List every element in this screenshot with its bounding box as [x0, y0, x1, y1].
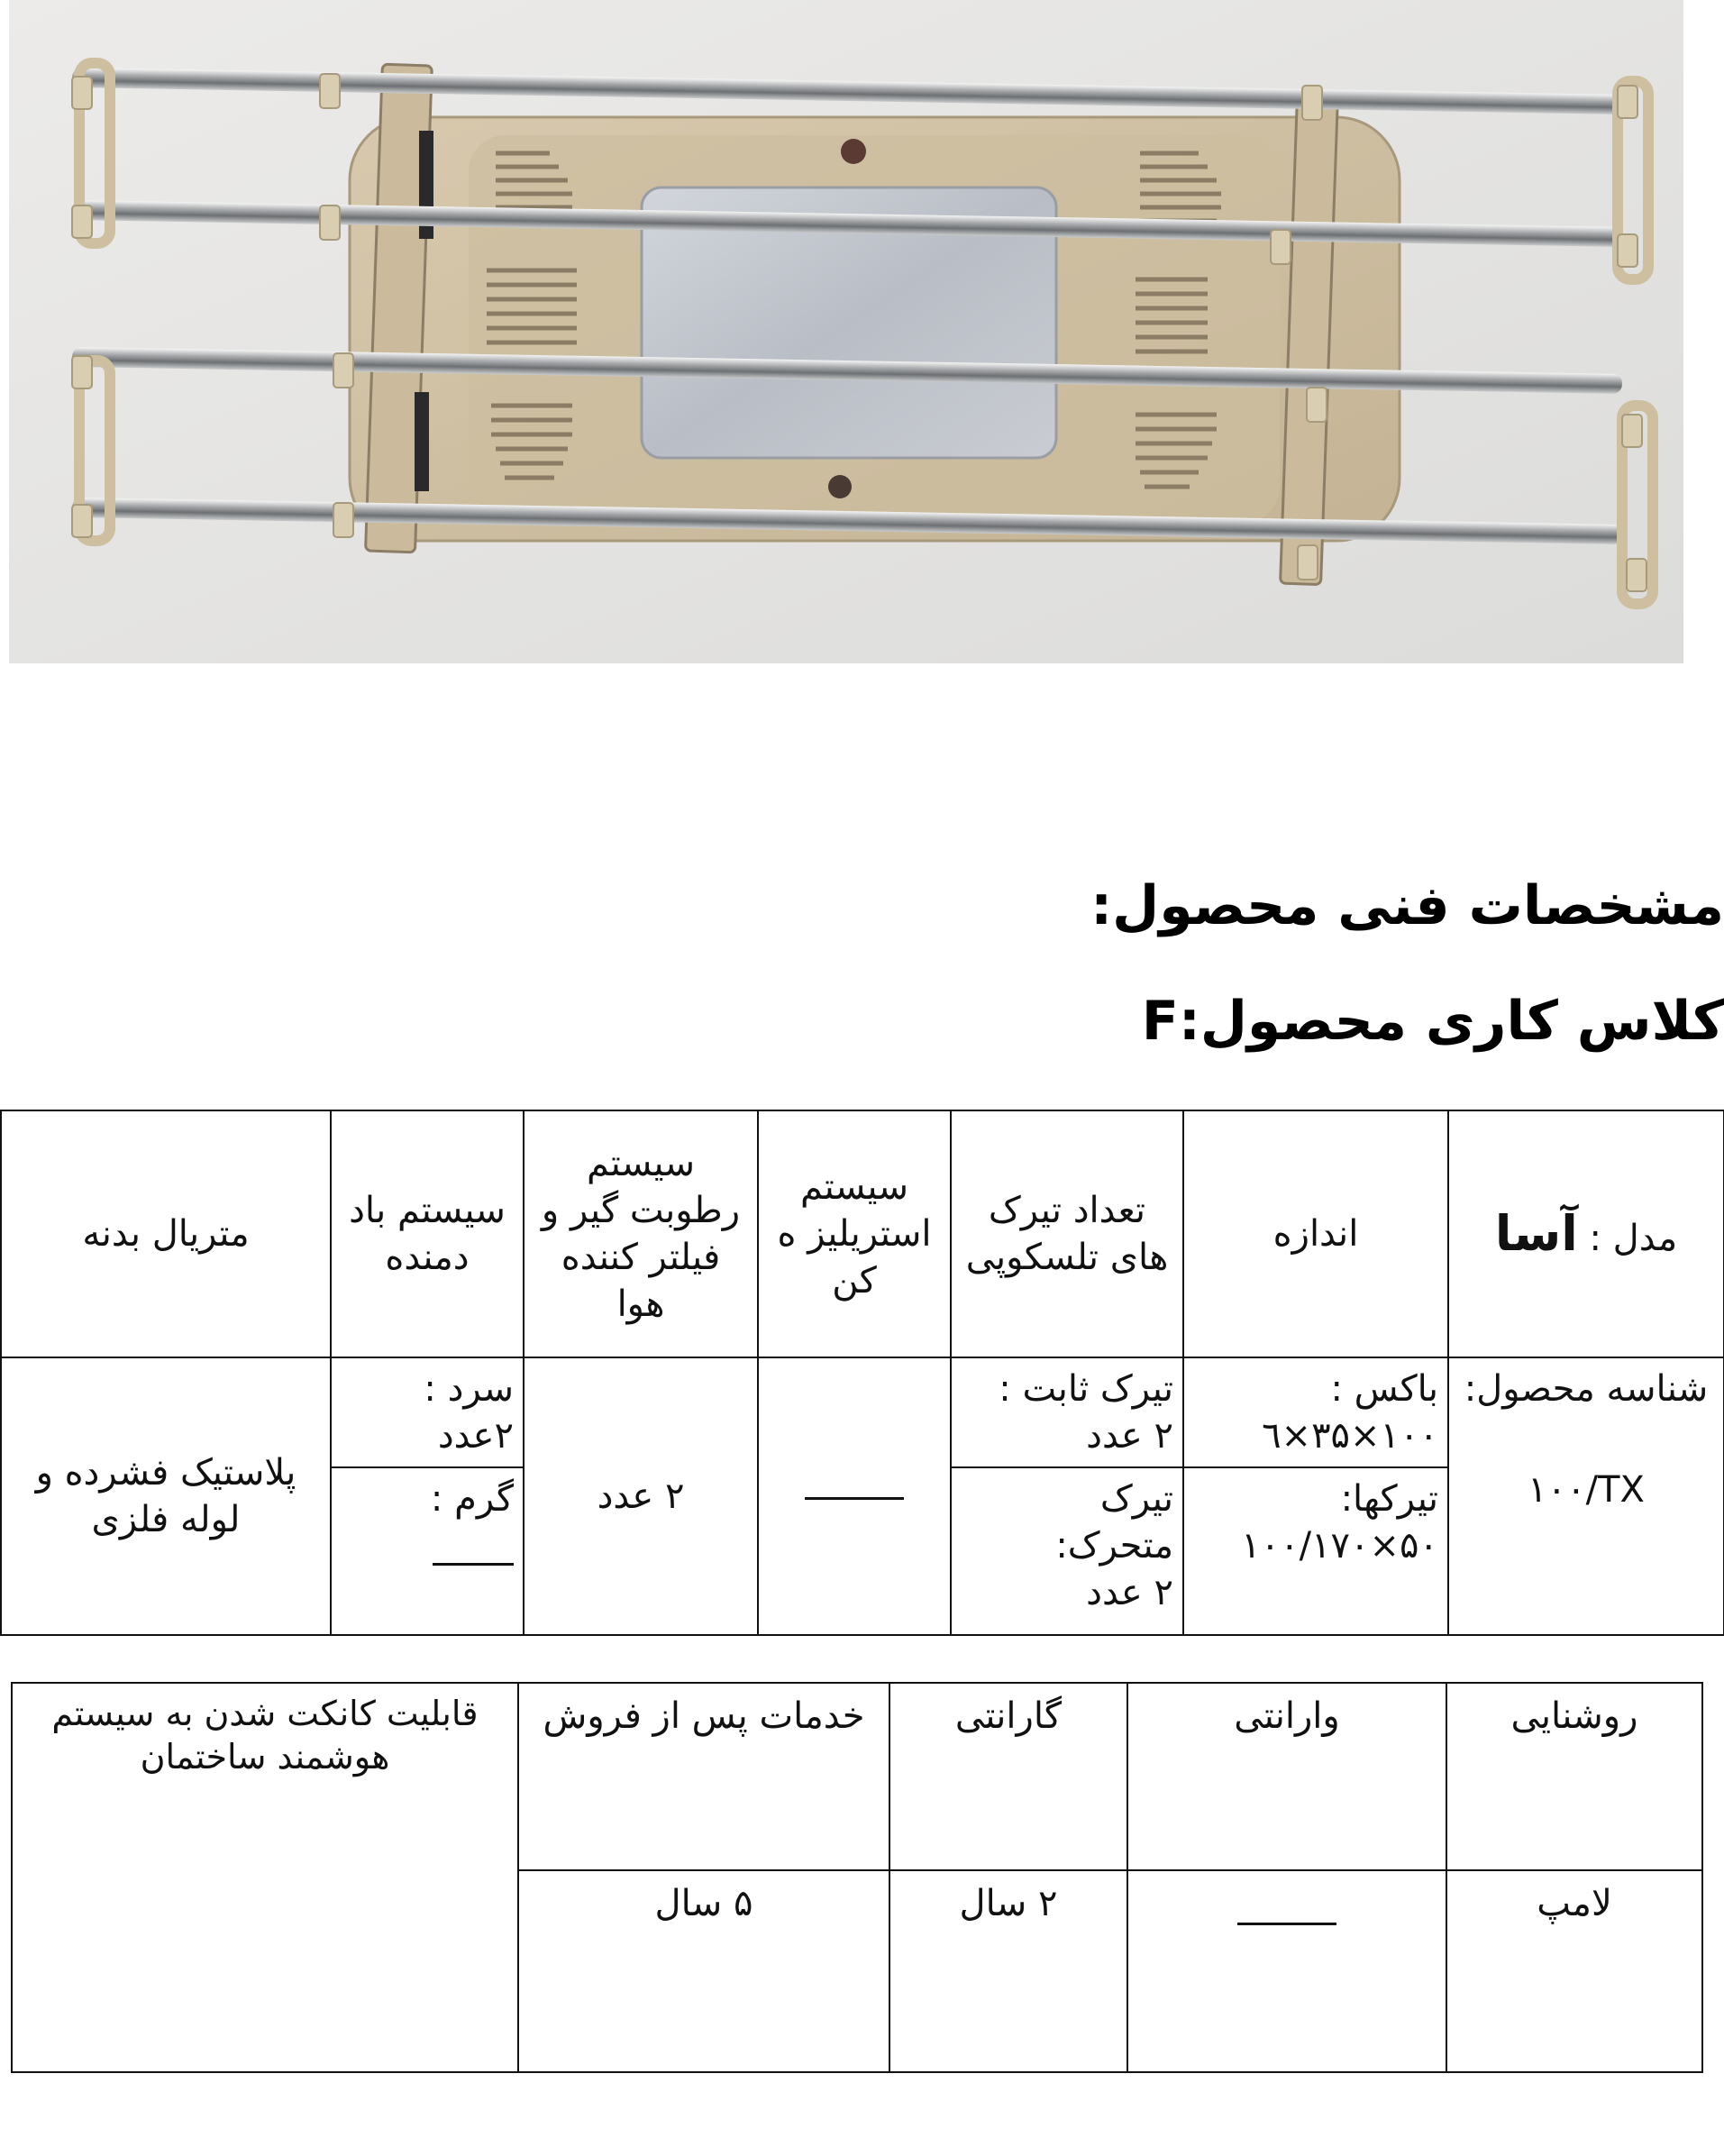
- material-header-cell: متریال بدنه: [1, 1110, 331, 1357]
- product-class-heading: [1141, 990, 1724, 1053]
- fan-hot-blank: [341, 1522, 514, 1585]
- guarantee-value-cell: ۲ سال: [889, 1870, 1127, 2072]
- box-size-label: باکس :: [1330, 1368, 1438, 1410]
- specs-table: [0, 1110, 1724, 1636]
- product-id-cell: [1448, 1357, 1724, 1635]
- rod-count-header-cell: تعداد تیرک های تلسکوپی: [951, 1110, 1183, 1357]
- specs-header-row: [1, 1110, 1724, 1357]
- model-name: آسا: [1494, 1204, 1578, 1262]
- product-id-label: شناسه محصول:: [1464, 1368, 1709, 1410]
- product-class-text: کلاس کاری محصول:F: [1141, 990, 1724, 1053]
- telescopic-clothes-rack-photo: [9, 0, 1683, 663]
- fan-hot-label: گرم :: [430, 1478, 514, 1520]
- smart-building-connect-cell: قابلیت کانکت شدن به سیستم هوشمند ساختمان: [12, 1683, 518, 2072]
- lighting-header-cell: روشنایی: [1446, 1683, 1702, 1870]
- after-sales-value-cell: ۵ سال: [518, 1870, 889, 2072]
- moving-rod-cell: [951, 1467, 1183, 1635]
- box-size-cell: [1183, 1357, 1448, 1467]
- humidity-header-cell: سیستم رطوبت گیر و فیلتر کننده هوا: [524, 1110, 758, 1357]
- warranty-header-cell: وارانتی: [1127, 1683, 1446, 1870]
- fan-cold-value: ۲عدد: [437, 1415, 514, 1457]
- material-value-cell: پلاستیک فشرده و لوله فلزی: [1, 1357, 331, 1635]
- model-label: مدل :: [1589, 1217, 1678, 1259]
- rod-size-cell: [1183, 1467, 1448, 1635]
- rod-size-label: تیرکها:: [1340, 1478, 1438, 1520]
- services-header-row: [12, 1683, 1702, 1870]
- fan-cold-label: سرد :: [424, 1368, 514, 1410]
- moving-rod-value: ۲ عدد: [1086, 1572, 1173, 1613]
- fan-header-cell: سیستم باد دمنده: [331, 1110, 524, 1357]
- fixed-rod-value: ۲ عدد: [1086, 1415, 1173, 1457]
- rod-size-value: ۵۰×۱۰۰/۱۷۰: [1241, 1525, 1438, 1567]
- box-size-value: ۱۰۰×۳۵×٦: [1262, 1415, 1438, 1457]
- services-table: [11, 1682, 1703, 2073]
- guarantee-header-cell: گارانتی: [889, 1683, 1127, 1870]
- humidity-value-cell: ۲ عدد: [524, 1357, 758, 1635]
- page-title: مشخصات فنی محصول:: [1090, 874, 1724, 937]
- blank-dash: [805, 1497, 904, 1500]
- fan-cold-cell: [331, 1357, 524, 1467]
- sterilizer-value-cell: [758, 1357, 951, 1635]
- fixed-rod-cell: [951, 1357, 1183, 1467]
- fan-hot-cell: [331, 1467, 524, 1635]
- model-header-cell: [1448, 1110, 1724, 1357]
- fixed-rod-label: تیرک ثابت :: [999, 1368, 1173, 1410]
- moving-rod-label-1: تیرک: [1099, 1478, 1173, 1520]
- warranty-value-cell: [1127, 1870, 1446, 2072]
- after-sales-header-cell: خدمات پس از فروش: [518, 1683, 889, 1870]
- product-photo: [9, 0, 1683, 663]
- moving-rod-label-2: متحرک:: [1055, 1525, 1173, 1567]
- blank-dash: [1237, 1923, 1336, 1925]
- lighting-value-cell: لامپ: [1446, 1870, 1702, 2072]
- specs-row-a: [1, 1357, 1724, 1467]
- sterilizer-header-cell: سیستم استریلیز ه کن: [758, 1110, 951, 1357]
- product-id-value: ۱۰۰/TX: [1528, 1469, 1645, 1511]
- size-header-cell: اندازه: [1183, 1110, 1448, 1357]
